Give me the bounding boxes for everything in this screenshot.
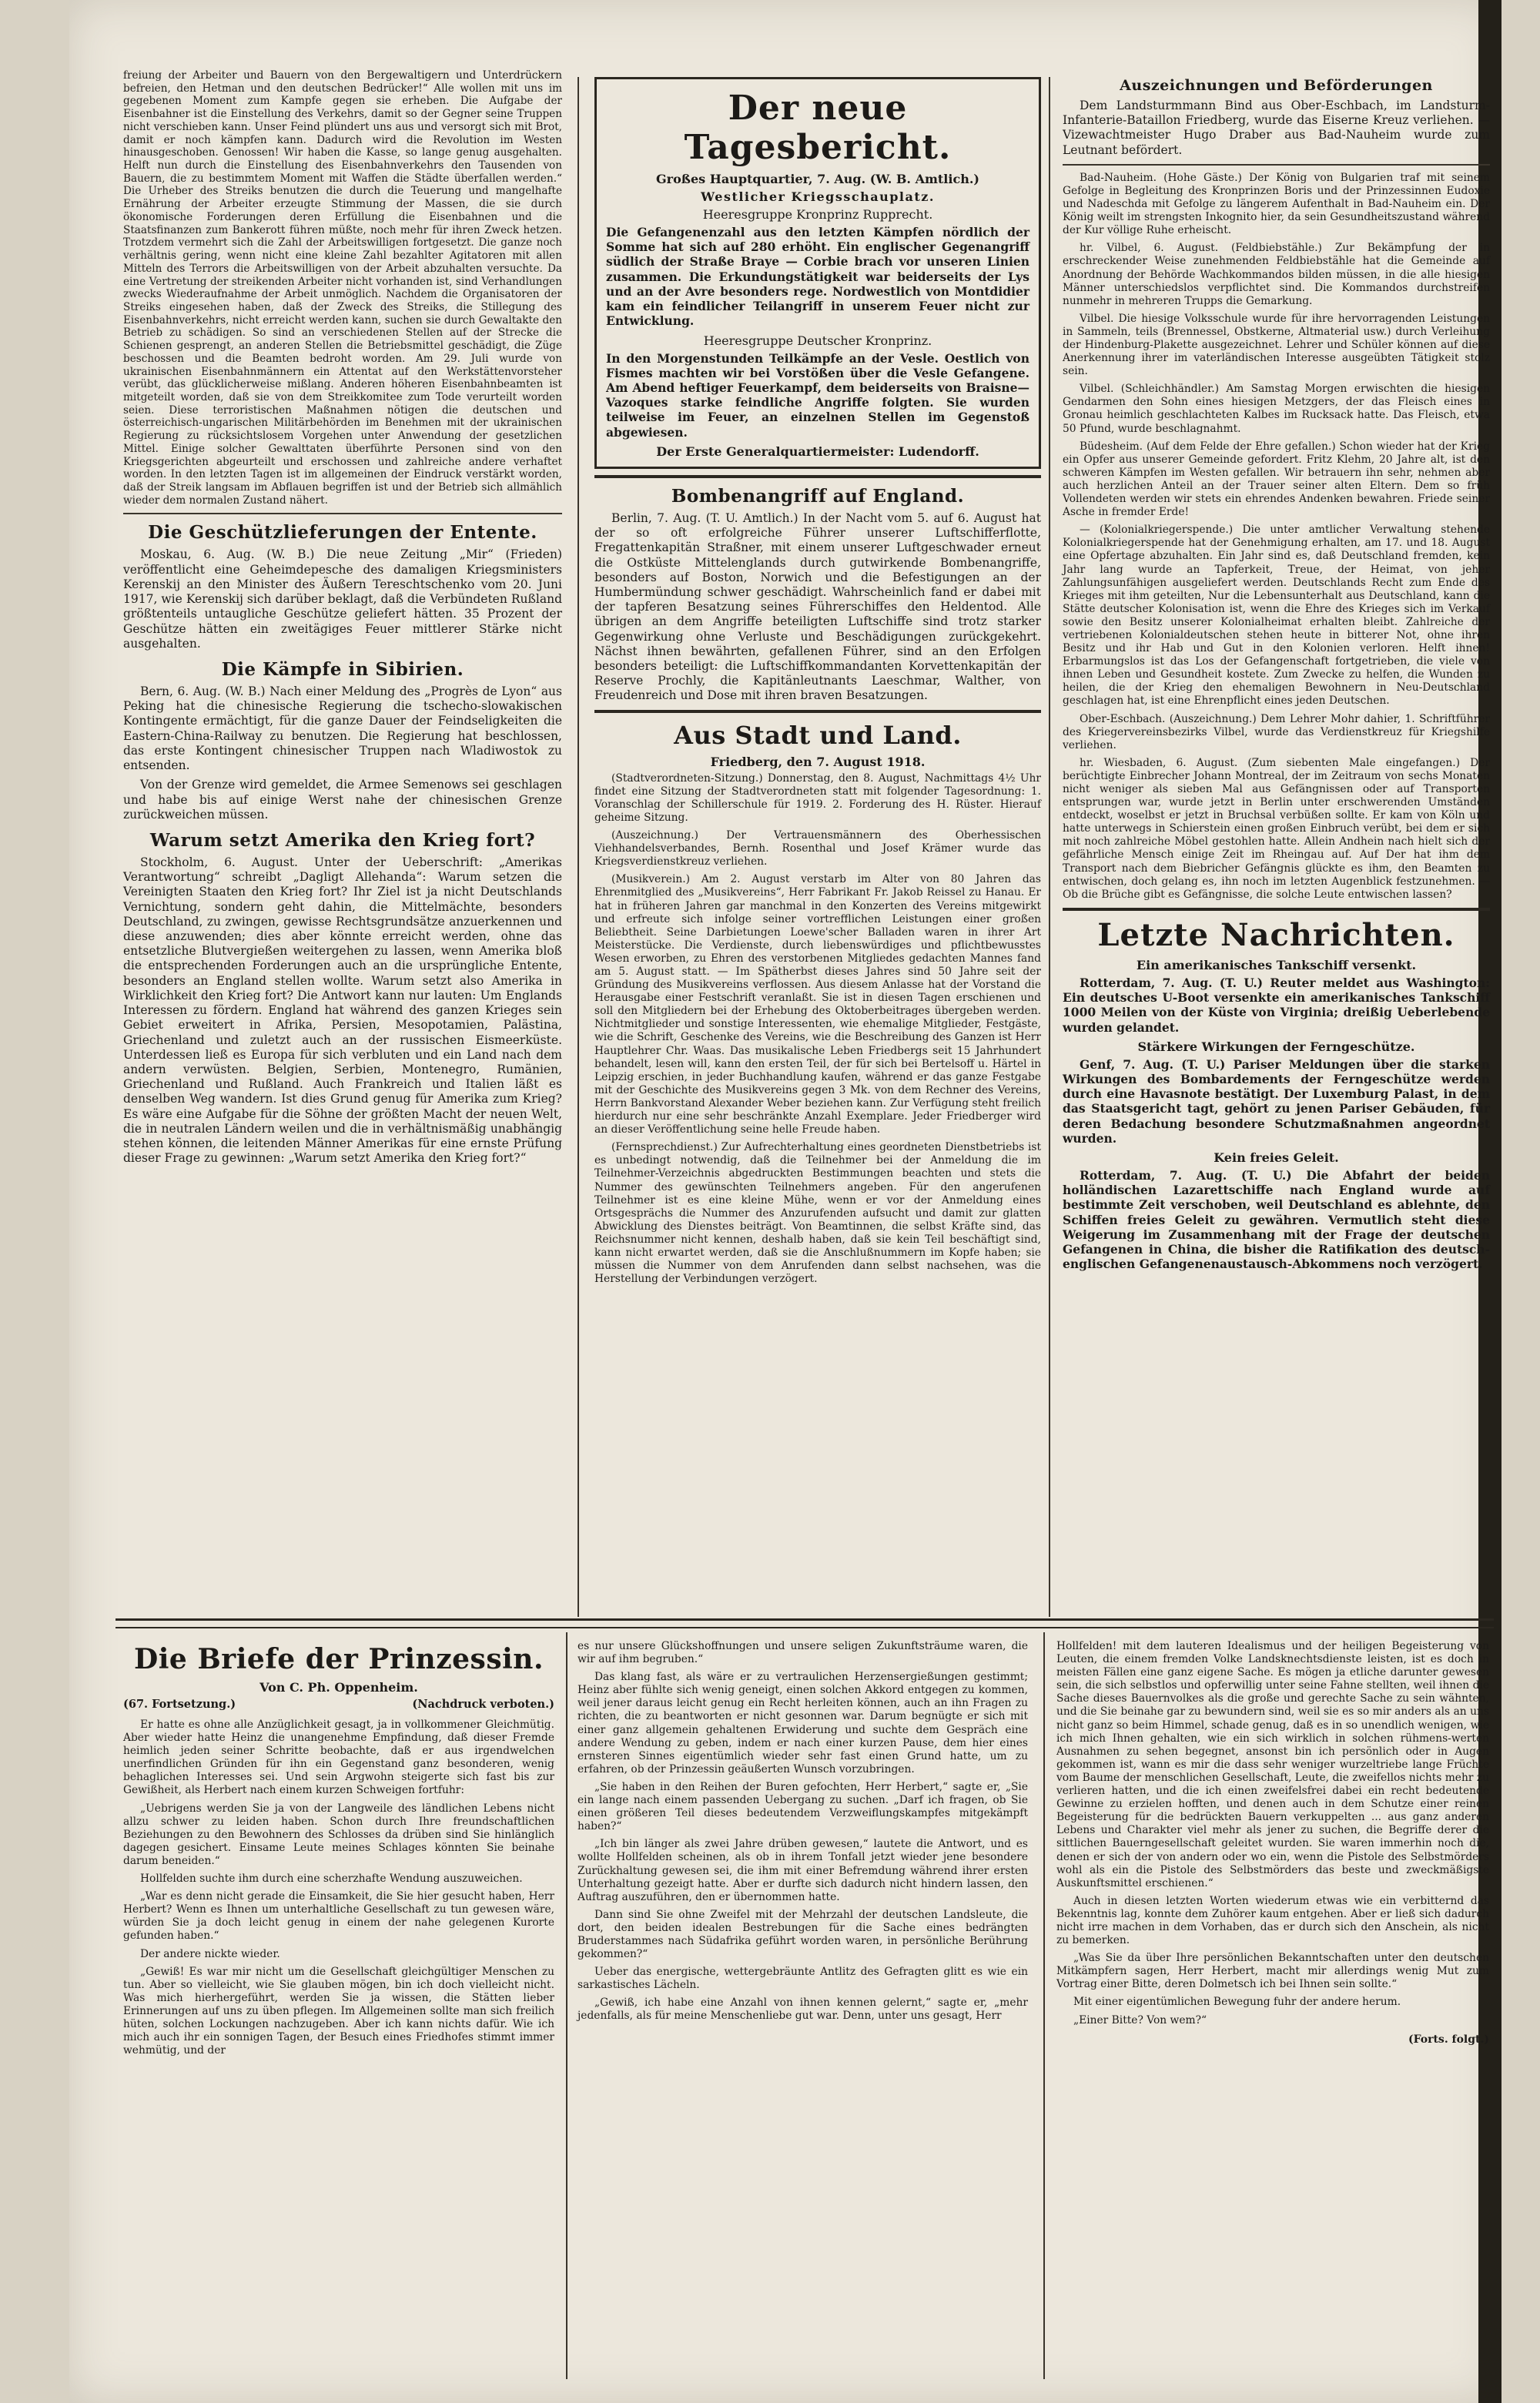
- feuilleton-paragraph: Hollfelden suchte ihm durch eine scherzhafte Wendung auszuweichen.: [140, 1873, 523, 1886]
- stadt-item-fernsprechdienst: (Fernsprechdienst.) Zur Aufrechterhaltung eines geordneten Dienstbetriebs ist es unbedingt notwendig, daß die Teilnehmer bei der Anmeldung die im Teilnehmer-Verzeichnis abgedruckten Bestimmungen beachten und stets die Nummer des gewünschten Teilnehmers angeben. Für den angerufenen Teilnehmer ist es eine kleine Mühe, wenn er vor der Anmeldung eines Ortsgesprächs die Nummer des Anzurufenden aufsucht und damit zur glatten Abwicklung des Dienstes beiträgt. Von Beamtinnen, die selbst Kräfte sind, das Reichsnummer nicht kennen, deshalb haben, daß sie kein Teil beschäftigt sind, kann nicht erwartet werden, daß sie die Anschlußnummern im Kopfe haben; sie müssen die Nummer von dem Anrufenden dann selbst nachsehen, was die Herstellung der Verbindungen verzögert.: [594, 1141, 1041, 1286]
- feuilleton-nachdruck: (Nachdruck verboten.): [412, 1698, 554, 1711]
- tagesbericht-dateline: Großes Hauptquartier, 7. Aug. (W. B. Amtlich.): [656, 172, 979, 186]
- bericht-kronprinz: In den Morgenstunden Teilkämpfe an der Vesle. Oestlich von Fismes machten wir bei Vorstößen über die Vesle Gefangene. Am Abend heftiger Feuerkampf, dem beiderseits von Braisne—Vazoques starke feindliche Angriffe folgten. Sie wurden teilweise im Feuer, an einzelnen Stellen im Gegenstoß abgewiesen.: [606, 350, 1029, 440]
- feuilleton-paragraph: „Sie haben in den Reihen der Buren gefochten, Herr Herbert,“ sagte er, „Sie ein lange nach einem passenden Uebergang zu suchen. „Darf ich fragen, ob Sie einen größeren Teil dieses bedeutendem Verzweiflungskampfes mitgekämpft haben?“: [578, 1780, 1028, 1833]
- stadt-item-sitzung: (Stadtverordneten-Sitzung.) Donnerstag, den 8. August, Nachmittags 4½ Uhr findet eine Sitzung der Stadtverordneten statt mit folgender Tagesordnung: 1. Voranschlag der Schillerschule für 1919. 2. Forderung des H. Rüster. Hierauf geheime Sitzung.: [594, 771, 1041, 824]
- feuilleton-text-1: [123, 1719, 554, 2057]
- feuilleton-paragraph: „Gewiß, ich habe eine Anzahl von ihnen kennen gelernt,“ sagte er, „mehr jedenfalls, als für meine Menschenliebe gut war. Denn, unter uns gesagt, Herr: [578, 1996, 1028, 2023]
- headline-stadt-und-land: Aus Stadt und Land.: [674, 720, 962, 750]
- local-news-items: [1063, 172, 1490, 902]
- feuilleton-paragraph: „Uebrigens werden Sie ja von der Langweile des ländlichen Lebens nicht allzu schwer zu leiden haben. Schon durch Ihre freundschaftlichen Beziehungen zu den Bewohnern des Schlosses da drüben sind Sie hinlänglich dagegen gesichert. Einsame Leute meines Schlages könnten Sie beinahe darum beneiden.“: [123, 1802, 554, 1867]
- feuilleton-column-3: [1056, 1640, 1489, 2046]
- article-continuation: freiung der Arbeiter und Bauern von den Bergewaltigern und Unterdrückern befreien, den Hetman und den deutschen Bedrücker!“ Alle wollen mit uns im gegebenen Moment zum Kampfe gegen sie erheben. Die Aufgabe der Eisenbahner ist die Einstellung des Verkehrs, damit so der Gegner seine Truppen nicht verschieben kann. Unser Feind plündert uns aus und versorgt sich mit Brot, damit er noch kämpfen kann. Dadurch wird die Revolution im Westen hinausgeschoben. Genossen! Wir haben die Kasse, so lange genug ausgehalten. Helft nun durch die Einstellung des Eisenbahnverkehrs den Tausenden von Bauern, die zu bestimmtem Moment mit Waffen die Städte überfallen werden.“ Die Urheber des Streiks benutzen die durch die Teuerung und mangelhafte Ernährung der Arbeiter erzeugte Stimmung der Massen, die sie durch ökonomische Forderungen deren Erfüllung die Eisenbahnen und die Staatsfinanzen zum Bankerott führen müßte, noch mehr für ihren Zweck hetzen. Trotzdem vermehrt sich die Zahl der Arbeitswilligen fortgesetzt. Die ganze noch verhältnis gering, wenn nicht eine kleine Zahl bezahlter Agitatoren mit allen Mitteln des Terrors die Arbeitswilligen von der Arbeit abzuhalten versuchte. Da eine Vertretung der streikenden Arbeiter nicht vorhanden ist, sind Verhandlungen zwecks Wiederaufnahme der Arbeit unmöglich. Nachdem die Organisatoren der Streiks eingesehen haben, daß der Zweck des Streiks, die Stillegung des Eisenbahnverkehrs, nicht erreicht werden kann, suchen sie durch Gewaltakte den Betrieb zu schädigen. So sind an verschiedenen Stellen auf der Strecke die Schienen gesprengt, an anderen Stellen die Betriebsmittel geschädigt, die Züge beschossen und die Beamten bedroht worden. Am 29. Juli wurde von ukrainischen Eisenbahnmännern ein Attentat auf den Werkstättenvorsteher verübt, das glücklicherweise mißlang. Anderen höheren Eisenbahnbeamten ist mitgeteilt worden, daß sie von dem Streikkomitee zum Tode verurteilt worden seien. Diese terroristischen Maßnahmen nötigen die deutschen und österreichisch-ungarischen Militärbehörden im Benehmen mit der ukrainischen Regierung zu rücksichtslosem Vorgehen unter Anwendung der gesetzlichen Mittel. Einige solcher Gewalttaten überführte Personen sind von den Kriegsgerichten abgeurteilt und erschossen und zahlreiche andere verhaftet worden. In den letzten Tagen ist im allgemeinen der Eindruck verstärkt worden, daß der Streik langsam im Abflauen begriffen ist und der Betrieb sich allmählich wieder dem normalen Zustand nähert.: [123, 69, 562, 507]
- headline-geschuetzlieferungen: Die Geschützlieferungen der Entente.: [148, 522, 537, 544]
- feuilleton-text-2: [578, 1640, 1028, 2023]
- headline-tagesbericht: Der neue Tagesbericht.: [684, 89, 952, 167]
- article-geschuetzlieferungen: Moskau, 6. Aug. (W. B.) Die neue Zeitung „Mir“ (Frieden) veröffentlicht eine Geheimdepesche des damaligen Kriegsministers Kerenskij an den Minister des Äußern Tereschtschenko vom 20. Juni 1917, wie Kerenskij sich darüber beklagt, daß die Verbündeten Rußland größtenteils untaugliche Geschütze geliefert hätten. 35 Prozent der Geschütze hätten ein zweitägiges Feuer mittlerer Stärke nicht ausgehalten.: [123, 547, 562, 651]
- divider: [594, 475, 1041, 478]
- item-vilbel-schule: Vilbel. Die hiesige Volksschule wurde für ihre hervorragenden Leistungen in Sammeln, teils (Brennessel, Obstkerne, Altmaterial usw.) durch Verleihung der Hindenburg-Plakette ausgezeichnet. Lehrer und Schüler können auf diese Anerkennung ihrer im vaterländischen Interesse ausgeübten Tätigkeit stolz sein.: [1063, 312, 1490, 378]
- feuilleton-paragraph: Ueber das energische, wettergebräunte Antlitz des Gefragten glitt es wie ein sarkastisches Lächeln.: [578, 1966, 1028, 1992]
- item-vilbel-schleich: Vilbel. (Schleichhändler.) Am Samstag Morgen erwischten die hiesigen Gendarmen den Sohn eines hiesigen Metzgers, der das Fleisch eines in Gronau heimlich geschlachteten Kalbes im Rucksack hatte. Das Fleisch, etwa 50 Pfund, wurde beschlagnahmt.: [1063, 383, 1490, 435]
- feuilleton-column-1: [123, 1640, 554, 2062]
- article-ferngeschuetze: Genf, 7. Aug. (T. U.) Pariser Meldungen über die starken Wirkungen des Bombardements der Ferngeschütze werden durch eine Havasnote bestätigt. Der Luxemburg Palast, in dem das Staatsgericht tagt, gehört zu jenen Pariser Gebäuden, für deren Bedachung besondere Schutzmaßnahmen angeordnet wurden.: [1063, 1056, 1490, 1146]
- item-vilbel-feld: hr. Vilbel, 6. August. (Feldbiebstähle.) Zur Bekämpfung der in erschreckender Weise zunehmenden Feldbiebstähle hat die Gemeinde auf Anordnung der Behörde Wachkommandos bilden müssen, in die alle hiesigen Männer unterschiedslos verpflichtet sind. Die Kommandos durchstreifen nunmehr in mehreren Trupps die Gemarkung.: [1063, 242, 1490, 307]
- feuilleton-paragraph: Mit einer eigentümlichen Bewegung fuhr der andere herum.: [1073, 1996, 1401, 2009]
- feuilleton-paragraph: Der andere nickte wieder.: [140, 1947, 280, 1960]
- heeresgruppe-rupprecht: Heeresgruppe Kronprinz Rupprecht.: [702, 207, 933, 222]
- item-wiesbaden: hr. Wiesbaden, 6. August. (Zum siebenten Male eingefangen.) Der berüchtigte Einbrecher Johann Montreal, der im Zeitraum von sechs Monaten nicht weniger als sieben Mal aus Gefängnissen oder auf Transporten entsprungen war, wurde jetzt in Berlin unter erschwerenden Umständen entdeckt, woselbst er jetzt in Bruchsal verbüßen sollte. Er kam von Köln und hatte unterwegs in Schierstein einen großen Einbruch verübt, bei dem er sich mit noch zahlreiche Möbel gestohlen hatte. Allein Andhein nach hielt sich der gefährliche Mensch einige Zeit im Rheingau auf. Auf Der hat ihm dem Transport nach dem Biebricher Gefängnis glückte es ihm, den Beamten zu entwischen, doch gelang es, ihn noch im letzten Augenblick festzunehmen. — Ob die Brüche gibt es Gefängnisse, die solche Leute entwischen lassen?: [1063, 756, 1490, 901]
- feuilleton-title: Die Briefe der Prinzessin.: [134, 1643, 544, 1675]
- column-rule: [578, 77, 579, 1617]
- subhead-ferngeschuetze: Stärkere Wirkungen der Ferngeschütze.: [1137, 1039, 1415, 1054]
- signatur-ludendorff: Der Erste Generalquartiermeister: Ludendorff.: [656, 443, 979, 459]
- column-rule: [1043, 1632, 1045, 2379]
- feuilleton-meta: [123, 1698, 554, 1711]
- fortsetzung-folgt: (Forts. folgt.): [1408, 2033, 1489, 2046]
- stadt-items: [594, 772, 1041, 1287]
- headline-auszeichnungen: Auszeichnungen und Beförderungen: [1120, 77, 1433, 94]
- tagesbericht-box: [594, 77, 1041, 469]
- feuilleton-paragraph: Auch in diesen letzten Worten wiederum etwas wie ein verbitternd das Bekenntnis lag, konnte dem Zuhörer kaum entgehen. Aber er ließ sich dadurch nicht irre machen in dem Vorhaben, das er durch sich den Anschein, als nicht zu bemerken.: [1056, 1894, 1489, 1947]
- feuilleton-paragraph: „Was Sie da über Ihre persönlichen Bekanntschaften unter den deutschen Mitkämpfern sagen, Herr Herbert, macht mir allerdings wenig Mut zum Vortrag einer Bitte, deren Dolmetsch ich bei Ihnen sein sollte.“: [1056, 1952, 1489, 1991]
- divider: [1063, 164, 1490, 166]
- headline-bombenangriff: Bombenangriff auf England.: [671, 485, 965, 507]
- divider: [1063, 908, 1490, 911]
- headline-amerika: Warum setzt Amerika den Krieg fort?: [149, 829, 536, 851]
- feuilleton-paragraph: „Gewiß! Es war mir nicht um die Gesellschaft gleichgültiger Menschen zu tun. Aber so vielleicht, wie Sie glauben mögen, bin ich doch vielleicht nicht. Was mich hierhergeführt, werden Sie ja wissen, die Stätten lieber Erinnerungen auf uns zu üben pflegen. Im Allgemeinen sollte man sich freilich hüten, solchen Lockungen nachzugeben. Aber ich kann nichts dafür. Wie ich mich auch ihr ein sonnigen Tagen, der Besuch eines Friedhofes stimmt immer wehmütig, und der: [123, 1965, 554, 2057]
- subhead-geleit: Kein freies Geleit.: [1214, 1150, 1339, 1166]
- feuilleton-text-3: [1056, 1640, 1489, 2027]
- article-sibirien-1: Bern, 6. Aug. (W. B.) Nach einer Meldung des „Progrès de Lyon“ aus Peking hat die chinesische Regierung die tschecho-slowakischen Kontingente ermächtigt, für die ganze Dauer der Feindseligkeiten die Eastern-China-Railway zu benutzen. Die Regierung hat beschlossen, das erste Kontingent chinesischer Truppen nach Wladiwostok zu entsenden.: [123, 684, 562, 773]
- article-bombenangriff: Berlin, 7. Aug. (T. U. Amtlich.) In der Nacht vom 5. auf 6. August hat der so oft erfolgreiche Führer unserer Luftschifferflotte, Fregattenkapitän Straßner, mit einem unserer Luftgeschwader erneut die Ostküste Mittelenglands durch gutwirkende Bombenangriffe, besonders auf Boston, Norwich und die Befestigungen an der Humbermündung schwer geschädigt. Wahrscheinlich fand er dabei mit der tapferen Besatzung seines Führerschiffes den Heldentod. Alle übrigen an dem Angriffe beteiligten Luftschiffe sind trotz starker Gegenwirkung ohne Verluste und Beschädigungen zurückgekehrt. Nächst ihnen bewährten, gefallenen Führer, sind an den Erfolgen besonders beteiligt: die Luftschiffkommandanten Korvettenkapitän der Reserve Prochly, die Kapitänleutnants Laeschmar, Walther, von Freudenreich und Dose mit ihren braven Besatzungen.: [594, 510, 1041, 703]
- feuilleton-column-2: [578, 1640, 1028, 2028]
- feuilleton-fortsetzung: (67. Fortsetzung.): [123, 1698, 236, 1711]
- article-tankschiff: Rotterdam, 7. Aug. (T. U.) Reuter meldet aus Washington: Ein deutsches U-Boot versenkte ein amerikanisches Tankschiff 1000 Meilen von der Küste von Virginia; dreißig Ueberlebende wurden gelandet.: [1063, 975, 1490, 1035]
- column-rule: [1049, 77, 1050, 1617]
- item-buedesheim: Büdesheim. (Auf dem Felde der Ehre gefallen.) Schon wieder hat der Krieg ein Opfer aus unserer Gemeinde gefordert. Fritz Klehm, 20 Jahre alt, ist den schweren Kämpfen im Westen gefallen. Wir betrauern ihn sehr, nehmen aber auch herzlichen Anteil an der Trauer seiner alten Eltern. Dem so früh Vollendeten werden wir stets ein ehrendes Andenken bewahren. Friede seiner Asche in fremder Erde!: [1063, 440, 1490, 519]
- headline-sibirien: Die Kämpfe in Sibirien.: [221, 658, 464, 680]
- column-3: [1063, 69, 1490, 1277]
- column-rule: [566, 1632, 567, 2379]
- column-1: [123, 69, 562, 1171]
- feuilleton-paragraph: „Einer Bitte? Von wem?“: [1073, 2013, 1207, 2026]
- article-geleit: Rotterdam, 7. Aug. (T. U.) Die Abfahrt der beiden holländischen Lazarettschiffe nach England wurde auf bestimmte Zeit verschoben, weil Deutschland es ablehnte, den Schiffen freies Geleit zu gewähren. Vermutlich steht diese Weigerung im Zusammenhang mit der Frage der deutschen Gefangenen in China, die bisher die Ratifikation des deutsch-englischen Gefangenenaustausch-Abkommens noch verzögert.: [1063, 1168, 1490, 1272]
- stadt-item-musikverein: (Musikverein.) Am 2. August verstarb im Alter von 80 Jahren das Ehrenmitglied des „Musikvereins“, Herr Fabrikant Fr. Jakob Reissel zu Hanau. Er hat in früheren Jahren gar manchmal in den Konzerten des Vereins mitgewirkt und erfreute sich infolge seiner vortrefflichen Leistungen einer großen Beliebtheit. Seine Darbietungen Loewe'scher Balladen waren in ihrer Art Meisterstücke. Die Verdienste, durch liebenswürdiges und pflichtbewusstes Wesen erworben, zu Ehren des verstorbenen Mitgliedes gedachten Mannes fand am 5. August statt. — Im Spätherbst dieses Jahres sind 50 Jahre seit der Gründung des Musikvereins verflossen. Aus diesem Anlasse hat der Vorstand die Herausgabe einer Festschrift veranlaßt. Sie ist in diesen Tagen erschienen und soll den Mitgliedern bei der Erhebung des Oktoberbeitrages übergeben werden. Nichtmitglieder und sonstige Interessenten, wie ehemalige Mitglieder, Festgäste, wie die Schrift, Geschenke des Vereins, wie die Beschreibung des Ganzen ist Herr Hauptlehrer Chr. Waas. Das musikalische Leben Friedbergs seit 15 Jahrhundert behandelt, lesen will, kann den ersten Teil, der für sich bei Bertelsoff u. Härtel in Leipzig erschien, in jeder Buchhandlung kaufen, während er das ganze Festgabe mit der Geschichte des Musikvereins gegen 3 Mk. von dem Rechner des Vereins, Herrn Bankvorstand Alexander Weber beziehen kann. Zur Verfügung steht freilich hierdurch nur eine sehr beschränkte Anzahl Exemplare. Jeder Friedberger wird an dieser Veröffentlichung seine helle Freude haben.: [594, 873, 1041, 1136]
- stadt-item-auszeichnung: (Auszeichnung.) Der Vertrauensmännern des Oberhessischen Viehhandelsverbandes, Bernh. Rosenthal und Josef Krämer wurde das Kriegsverdienstkreuz verliehen.: [594, 829, 1041, 868]
- feuilleton-paragraph: „Ich bin länger als zwei Jahre drüben gewesen,“ lautete die Antwort, und es wollte Hollfelden scheinen, als ob in ihrem Tonfall jetzt wieder jene besondere Zurückhaltung gewesen sei, die ihm mit einer Befremdung während ihrer ersten Unterhaltung gezeigt hatte. Aber er durfte sich dadurch nicht hindern lassen, den Auftrag auszuführen, den er übernommen hatte.: [578, 1838, 1028, 1903]
- feuilleton-author: Von C. Ph. Oppenheim.: [259, 1680, 418, 1695]
- divider: [123, 513, 562, 514]
- article-amerika: Stockholm, 6. August. Unter der Ueberschrift: „Amerikas Verantwortung“ schreibt „Dagligt Allehanda“: Warum setzen die Vereinigten Staaten den Krieg fort? Ihr Ziel ist ja nicht Deutschlands Vernichtung, sondern geht dahin, die Mittelmächte, besonders Deutschland, zu zwingen, gewisse Rechtsgrundsätze anzuerkennen und diese anzuwenden; dies aber könnte erreicht werden, ohne das entsetzliche Blutvergießen weitergehen zu lassen, wenn Amerika bloß die entsprechenden Forderungen auch an die ursprüngliche Entente, besonders an England stellen wollte. Warum setzt also Amerika in Wirklichkeit den Krieg fort? Die Antwort kann nur lauten: Um Englands Interessen zu fördern. England hat während des ganzen Krieges sein Gebiet erweitert in Afrika, Persien, Mesopotamien, Palästina, Griechenland und zuletzt auch an der russischen Eismeerküste. Unterdessen ließ es Europa für sich verbluten und ein Land nach dem andern verwüsten. Belgien, Serbien, Montenegro, Rumänien, Griechenland und Rußland. Auch Frankreich und Italien läßt es denselben Weg wandern. Ist dies Grund genug für Amerika zum Krieg? Es wäre eine Aufgabe für die Söhne der größten Macht der neuen Welt, die in neutralen Ländern weilen und die in verhältnismäßig unabhängig stehen können, die leitenden Männer Amerikas für eine ernste Prüfung dieser Frage zu gewinnen: „Warum setzt Amerika den Krieg fort?“: [123, 855, 562, 1166]
- heeresgruppe-kronprinz: Heeresgruppe Deutscher Kronprinz.: [703, 333, 932, 348]
- bericht-rupprecht: Die Gefangenenzahl aus den letzten Kämpfen nördlich der Somme hat sich auf 280 erhöht. Ein englischer Gegenangriff südlich der Straße Braye — Corbie brach vor unseren Linien zusammen. Die Erkundungstätigkeit war beiderseits der Lys und an der Avre besonders rege. Nordwestlich von Montdidier kam ein feindlicher Teilangriff in unserem Feuer nicht zur Entwicklung.: [606, 225, 1029, 329]
- item-ober-eschbach: Ober-Eschbach. (Auszeichnung.) Dem Lehrer Mohr dahier, 1. Schriftführer des Kriegervereinsbezirks Vilbel, wurde das Verdienstkreuz für Kriegshilfe verliehen.: [1063, 712, 1490, 751]
- feuilleton-paragraph: Er hatte es ohne alle Anzüglichkeit gesagt, ja in vollkommener Gleichmütig. Aber wieder hatte Heinz die unangenehme Empfindung, daß dieser Fremde heimlich jeden seiner Schritte beobachte, daß er aus irgendwelchen unerfindlichen Gründen für ihn ein Gegenstand ganz besonderen, wenig behaglichen Interesses sei. Und sein Argwohn steigerte sich fast bis zur Gewißheit, als Herbert nach einem kurzen Schweigen fortfuhr:: [123, 1719, 554, 1797]
- item-bad-nauheim: Bad-Nauheim. (Hohe Gäste.) Der König von Bulgarien traf mit seinem Gefolge in Begleitung des Kronprinzen Boris und der Prinzessinnen Eudoxie und Nadeschda mit Gefolge zu längerem Aufenthalt in Bad-Nauheim ein. Der König weilt im strengsten Inkognito hier, da sein Gesundheitszustand während der Kur völlige Ruhe erheischt.: [1063, 171, 1490, 237]
- column-2: [594, 77, 1041, 1290]
- article-sibirien-2: Von der Grenze wird gemeldet, die Armee Semenows sei geschlagen und habe bis auf einige Werst nahe der chinesischen Grenze zurückweichen müssen.: [123, 778, 562, 822]
- subhead-tankschiff: Ein amerikanisches Tankschiff versenkt.: [1136, 957, 1417, 972]
- feuilleton-paragraph: es nur unsere Glückshoffnungen und unsere seligen Zukunftsträume waren, die wir auf ihm begruben.“: [578, 1640, 1028, 1666]
- feuilleton-paragraph: Hollfelden! mit dem lauteren Idealismus und der heiligen Begeisterung von Leuten, die einem fremden Volke Landsknechtsdienste leisten, ist es doch in meisten Fällen eine ganz eigene Sache. Es mögen ja etliche darunter gewesen sein, die sich selbstlos und opferwillig unter seine Fahne stellten, weil ihnen die Sache dieses Bauernvolkes als die große und gerechte Sache zu sein wähnten, und die Sie beinahe gar zu bewundern sind, weil sie es so mir anders als an uns nicht ganz so beim Himmel, schade genug, daß es in so unendlich wenigen, wie ich mich Ihnen gehalten, wie ein sich wirklich in solchen rühmens-werten Ausnahmen zu sehen begegnet, ansonst bin ich persönlich oder in Augen gekommen ist, wann es mir die dass sehr weniger wurzeltriebe lange Früchte vom Baume der menschlichen Gesellschaft, Leute, die zweifellos nichts mehr zu verlieren hatten, und die ich einen zweifelsfrei dabei ein recht bedeutende Gewinne zu erzielen hofften, und denen auch in dem Schutze einer reinen Begeisterung für die bedrückten Bauern verkuppelten ... aus ganz anderen Lebens und Charakter viel mehr als jener zu suchen, die Begriffe derer die sittlichen Bauerngesellschaft geleitet wurden. Sie waren immerhin noch die, denen er sich der von andern oder wo ein, wenn die Pistole des Selbstmörders wohl als ein die Pistole des Selbstmörders das beste und zweckmäßigste Auskunftsmittel erschienen.“: [1056, 1640, 1489, 1889]
- article-auszeichnungen: Dem Landsturmmann Bind aus Ober-Eschbach, im Landsturm-Infanterie-Bataillon Friedberg, wurde das Eiserne Kreuz verliehen. — Vizewachtmeister Hugo Draber aus Bad-Nauheim wurde zum Leutnant befördert.: [1063, 99, 1490, 157]
- section-kriegsschauplatz: Westlicher Kriegsschauplatz.: [701, 189, 935, 204]
- feuilleton-paragraph: „War es denn nicht gerade die Einsamkeit, die Sie hier gesucht haben, Herr Herbert? Wenn es Ihnen um unterhaltliche Gesellschaft zu tun gewesen wäre, würden Sie ja doch leicht genug in einem der nahe gelegenen Kurorte gefunden haben.“: [123, 1890, 554, 1943]
- feuilleton-separator: [116, 1618, 1494, 1628]
- feuilleton-paragraph: Dann sind Sie ohne Zweifel mit der Mehrzahl der deutschen Landsleute, die dort, den beiden idealen Bestrebungen für die Sache eines bedrängten Bruderstammes nach Südafrika geführt worden waren, in persönliche Berührung gekommen?“: [578, 1908, 1028, 1961]
- item-kolonialkrieger: — (Kolonialkriegerspende.) Die unter amtlicher Verwaltung stehende Kolonialkriegerspende hat der Genehmigung erhalten, am 17. und 18. August eine Opfertage abzuhalten. Ein Jahr sind es, daß Deutschland fremden, kein Jahr lang wurde an Tapferkeit, Treue, der Heimat, von jeher Zahlungsunfähigen ausgeliefert werden. Deutschlands Recht zum Ende des Krieges mit ihm geteilten, Nur die Lebensunterhalt aus Deutschland, kann die Stätte deutscher Kolonisation ist, wenn die Ehre des Krieges sich im Verkauf sowie den Besitz unserer Kolonialheimat erhalten bleibt. Zahlreiche der vertriebenen Kolonialdeutschen stehen heute in bitterer Not, ohne ihren Besitz und ihr Hab und Gut in den Kolonien verloren. Helft ihnen! Erbarmungslos ist das Los der Gefangenschaft fortgetrieben, die viele von ihnen Leben und Gesundheit kostete. Zum Zwecke zu helfen, die Wunden zu heilen, die der Krieg den ehemaligen Bewohnern in Neu-Deutschland geschlagen hat, ist eine Ehrenpflicht eines jeden Deutschen.: [1063, 524, 1490, 708]
- feuilleton-paragraph: Das klang fast, als wäre er zu vertraulichen Herzensergießungen gestimmt; Heinz aber fühlte sich wenig geneigt, einen solchen Akkord entgegen zu kommen, weil jener daraus leicht genug ein Recht herleiten können, auch an ihn Fragen zu richten, die zu beantworten er nicht gesonnen war. Darum begnügte er sich mit einer ganz allgemein gehaltenen Erwiderung und suchte dem Gespräch eine andere Wendung zu geben, indem er nach einer kurzen Pause, dem hier eines ernsteren Sinnes eigentümlich wieder sehr fast einen Grund hatte, um zu erfahren, ob der Prinzessin geäußerten Wunsch vorzubringen.: [578, 1671, 1028, 1775]
- stadt-dateline: Friedberg, den 7. August 1918.: [710, 754, 926, 769]
- divider: [594, 710, 1041, 713]
- headline-letzte-nachrichten: Letzte Nachrichten.: [1097, 916, 1455, 953]
- newspaper-page: [69, 0, 1502, 2403]
